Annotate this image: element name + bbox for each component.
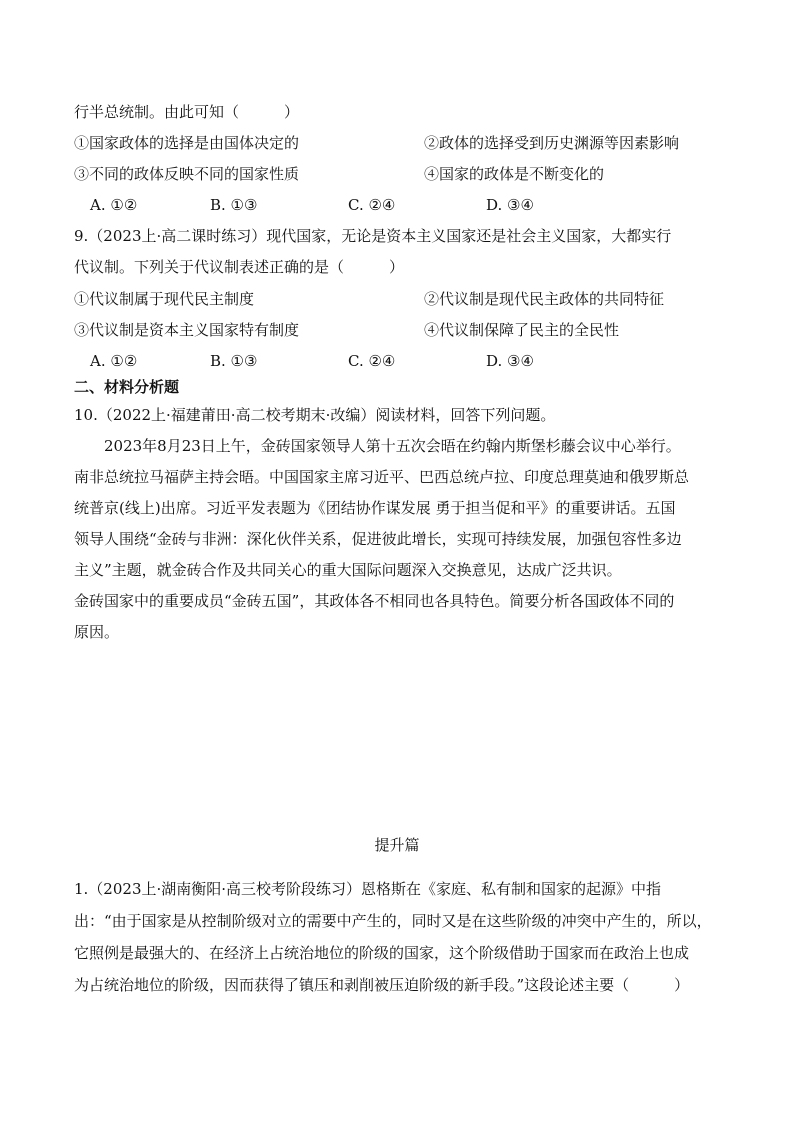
q10-material-line1: 2023年8月23日上午，金砖国家领导人第十五次会晤在约翰内斯堡杉藤会议中心举行。 xyxy=(104,437,681,455)
adv-q1-line1: 1.（2023上·湖南衡阳·高三校考阶段练习）恩格斯在《家庭、私有制和国家的起源》中指 xyxy=(74,880,662,898)
adv-q1-line3: 它照例是最强大的、在经济上占统治地位的阶级的国家，这个阶级借助于国家而在政治上也成 xyxy=(74,944,690,962)
q10-material-line3: 统普京(线上)出席。习近平发表题为《团结协作谋发展 勇于担当促和平》的重要讲话。五国 xyxy=(74,499,676,517)
q9-stem-line2: 代议制。下列关于代议制表述正确的是（ ） xyxy=(74,258,405,276)
q10-question-line1: 金砖国家中的重要成员“金砖五国”，其政体各不相同也各具特色。简要分析各国政体不同的 xyxy=(74,592,675,610)
q9-item-2: ②代议制是现代民主政体的共同特征 xyxy=(424,290,665,308)
q9-item-4: ④代议制保障了民主的全民性 xyxy=(424,321,620,339)
q10-stem: 10.（2022上·福建莆田·高二校考期末·改编）阅读材料，回答下列问题。 xyxy=(74,406,556,424)
q8-stem-tail: 行半总统制。由此可知（ ） xyxy=(74,103,300,121)
q8-option-c: C. ②④ xyxy=(348,196,396,214)
q9-option-a: A. ①② xyxy=(90,352,138,370)
q8-option-a: A. ①② xyxy=(90,196,138,214)
section-title: 提升篇 xyxy=(374,836,420,854)
section-heading: 二、材料分析题 xyxy=(74,378,180,396)
q8-option-d: D. ③④ xyxy=(486,196,534,214)
q9-option-b: B. ①③ xyxy=(210,352,258,370)
q8-item-3: ③不同的政体反映不同的国家性质 xyxy=(74,165,300,183)
q9-option-c: C. ②④ xyxy=(348,352,396,370)
adv-q1-line4: 为占统治地位的阶级，因而获得了镇压和剥削被压迫阶级的新手段。”这段论述主要（ ） xyxy=(74,976,690,994)
q10-material-line5: 主义”主题，就金砖合作及共同关心的重大国际问题深入交换意见，达成广泛共识。 xyxy=(74,561,622,579)
q9-item-1: ①代议制属于现代民主制度 xyxy=(74,290,255,308)
q8-option-b: B. ①③ xyxy=(210,196,258,214)
q8-item-2: ②政体的选择受到历史渊源等因素影响 xyxy=(424,134,680,152)
q9-stem-line1: 9.（2023上·高二课时练习）现代国家，无论是资本主义国家还是社会主义国家，大都实行 xyxy=(74,227,672,245)
q10-material-line2: 南非总统拉马福萨主持会晤。中国国家主席习近平、巴西总统卢拉、印度总理莫迪和俄罗斯总 xyxy=(74,468,690,486)
q8-item-1: ①国家政体的选择是由国体决定的 xyxy=(74,134,300,152)
q8-item-4: ④国家的政体是不断变化的 xyxy=(424,165,605,183)
q10-question-line2: 原因。 xyxy=(74,623,120,641)
adv-q1-line2: 出：“由于国家是从控制阶级对立的需要中产生的，同时又是在这些阶级的冲突中产生的，所以， xyxy=(74,912,712,930)
q9-option-d: D. ③④ xyxy=(486,352,534,370)
q10-material-line4: 领导人围绕“金砖与非洲：深化伙伴关系，促进彼此增长，实现可持续发展，加强包容性多边 xyxy=(74,530,682,548)
q9-item-3: ③代议制是资本主义国家特有制度 xyxy=(74,321,300,339)
